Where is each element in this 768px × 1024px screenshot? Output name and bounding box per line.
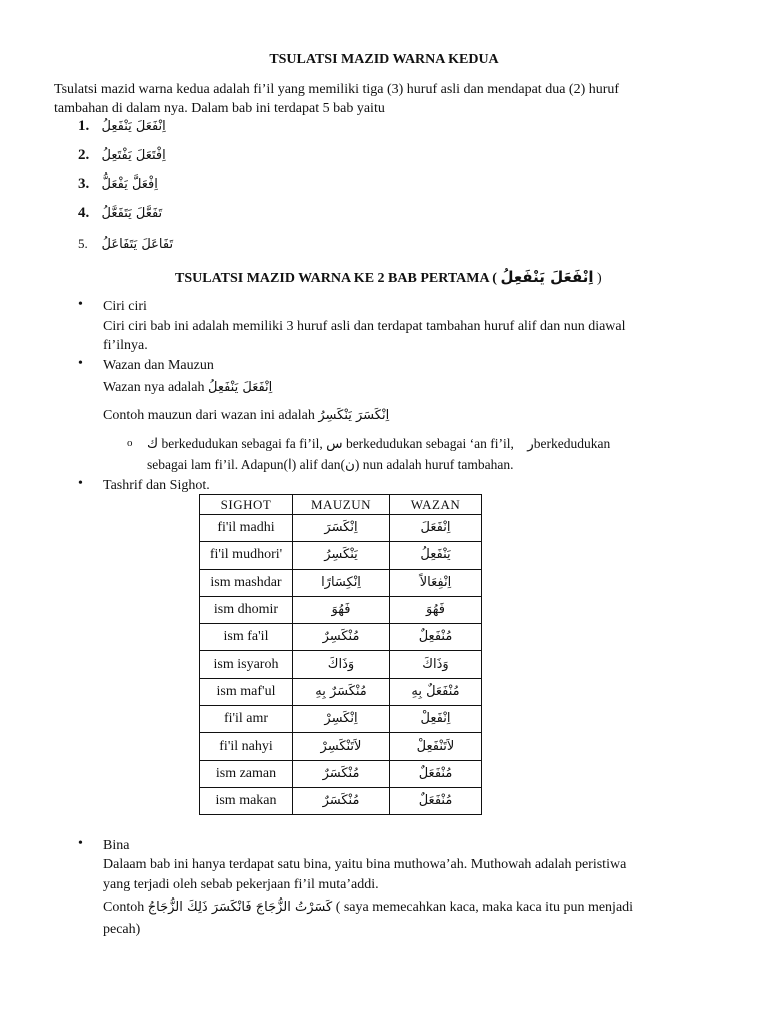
cell-sighot: ism dhomir xyxy=(200,596,293,623)
cell-mauzun xyxy=(293,624,390,651)
wazan-label: Wazan nya adalah xyxy=(103,380,205,395)
bina-contoh-meaning: ( saya memecahkan kaca, maka kaca itu pun menjadi xyxy=(335,900,634,915)
header-wazan: WAZAN xyxy=(390,495,482,515)
huruf-note-t3: berkedudukan xyxy=(533,436,611,451)
cell-mauzun xyxy=(293,760,390,787)
huruf-note-t4: sebagai lam fi’il. Adapun( xyxy=(147,457,288,472)
cell-mauzun-text: مُنْكَسِرٌ xyxy=(322,629,360,645)
huruf-note-t2: berkedudukan sebagai ‘an fi’il, xyxy=(345,436,514,451)
section-heading-arabic: اِنْفَعَلَ يَنْفَعِلُ xyxy=(500,268,594,286)
table-row xyxy=(200,515,482,542)
bullet-bina: • xyxy=(78,836,83,851)
cell-wazan xyxy=(390,733,482,760)
cell-mauzun xyxy=(293,733,390,760)
bina-line-2: yang terjadi oleh sebab pekerjaan fi’il muta’addi. xyxy=(103,877,379,892)
cell-sighot: ism mashdar xyxy=(200,569,293,596)
cell-wazan-text: اِنْفَعِلْ xyxy=(420,711,451,727)
cell-wazan xyxy=(390,542,482,569)
cell-sighot: ism zaman xyxy=(200,760,293,787)
table-header-row xyxy=(200,495,482,515)
huruf-note-t5: ) alif dan( xyxy=(291,457,345,472)
section-heading-text: TSULATSI MAZID WARNA KE 2 BAB PERTAMA ( xyxy=(175,271,497,286)
table-row xyxy=(200,542,482,569)
cell-wazan xyxy=(390,706,482,733)
bullet-ciri: • xyxy=(78,297,83,312)
cell-mauzun xyxy=(293,596,390,623)
table-row xyxy=(200,624,482,651)
bina-contoh-label: Contoh xyxy=(103,900,145,915)
bina-contoh-arabic: كَسَرْتُ الزُّجَاجَ فَانْكَسَرَ ذَلِكَ الزُّجَاجُ xyxy=(147,900,333,915)
cell-sighot: ism maf'ul xyxy=(200,678,293,705)
cell-mauzun-text: مُنْكَسَرٌ بِهِ xyxy=(315,683,367,699)
intro-line-2: tambahan di dalam nya. Dalam bab ini terdapat 5 bab yaitu xyxy=(54,101,385,116)
cell-mauzun xyxy=(293,515,390,542)
cell-sighot: ism fa'il xyxy=(200,624,293,651)
huruf-note-line-2 xyxy=(147,455,513,475)
section-heading-close: ) xyxy=(597,271,602,286)
table-row xyxy=(200,706,482,733)
bab-arabic: اِفْتَعَلَ يَفْتَعِلُ xyxy=(101,148,166,163)
table-row xyxy=(200,678,482,705)
cell-wazan xyxy=(390,569,482,596)
section-heading xyxy=(175,268,602,287)
bab-number: 2. xyxy=(78,147,90,163)
cell-sighot: fi'il amr xyxy=(200,706,293,733)
tashrif-table xyxy=(199,494,482,815)
cell-sighot: ism isyaroh xyxy=(200,651,293,678)
header-sighot: SIGHOT xyxy=(200,495,293,515)
bab-arabic: تَفَاعَلَ يَتَفَاعَلُ xyxy=(101,237,174,252)
cell-wazan-text: لاَتَنْفَعِلْ xyxy=(416,738,455,754)
cell-wazan-text: وَذَاكَ xyxy=(422,656,449,672)
cell-mauzun-text: اِنْكَسَرَ xyxy=(324,520,358,536)
huruf-sin: س xyxy=(326,436,343,452)
cell-wazan-text: اِنْفَعَلَ xyxy=(420,520,451,536)
intro-line-1: Tsulatsi mazid warna kedua adalah fi’il yang memiliki tiga (3) huruf asli dan mendapat dua (2) huruf xyxy=(54,82,620,97)
bina-line-1: Dalaam bab ini hanya terdapat satu bina, yaitu bina muthowa’ah. Muthowah adalah peristiwa xyxy=(103,857,627,872)
cell-mauzun xyxy=(293,651,390,678)
cell-wazan-text: اِنْفِعَالاً xyxy=(419,574,452,590)
huruf-note-line-1 xyxy=(147,434,610,454)
bina-contoh-line xyxy=(103,898,633,917)
cell-wazan xyxy=(390,515,482,542)
bina-line-last: pecah) xyxy=(103,922,141,937)
huruf-ra: ر xyxy=(527,436,534,452)
ciri-heading: Ciri ciri xyxy=(103,299,147,314)
bab-item-4 xyxy=(78,205,162,222)
bab-number: 5. xyxy=(78,236,88,251)
cell-wazan xyxy=(390,787,482,814)
cell-wazan xyxy=(390,651,482,678)
wazan-heading: Wazan dan Mauzun xyxy=(103,358,214,373)
cell-mauzun xyxy=(293,569,390,596)
bab-item-2 xyxy=(78,147,166,164)
table-row xyxy=(200,569,482,596)
bab-item-1 xyxy=(78,118,166,135)
table-row xyxy=(200,787,482,814)
bab-item-3 xyxy=(78,176,158,193)
cell-wazan-text: مُنْفَعَلٌ xyxy=(418,793,453,809)
huruf-kaf: ك xyxy=(147,436,159,452)
cell-sighot: fi'il nahyi xyxy=(200,733,293,760)
bab-arabic: اِنْفَعَلَ يَنْفَعِلُ xyxy=(101,119,166,134)
cell-wazan-text: فَهُوَ xyxy=(426,602,445,618)
bab-item-5 xyxy=(78,236,173,253)
cell-wazan xyxy=(390,596,482,623)
huruf-alif: ا xyxy=(287,457,292,473)
table-row xyxy=(200,733,482,760)
cell-mauzun-text: فَهُوَ xyxy=(331,602,351,618)
cell-mauzun xyxy=(293,787,390,814)
huruf-note-t1: berkedudukan sebagai fa fi’il, xyxy=(161,436,323,451)
bab-arabic: تَفَعَّلَ يَتَفَعَّلُ xyxy=(101,206,163,221)
page-title: TSULATSI MAZID WARNA KEDUA xyxy=(269,52,499,67)
cell-wazan xyxy=(390,760,482,787)
bina-heading: Bina xyxy=(103,838,130,853)
contoh-mauzun-label: Contoh mauzun dari wazan ini adalah xyxy=(103,408,315,423)
cell-mauzun xyxy=(293,706,390,733)
cell-mauzun-text: لاَتَنْكَسِرْ xyxy=(320,738,362,754)
header-mauzun: MAUZUN xyxy=(293,495,390,515)
tashrif-heading: Tashrif dan Sighot. xyxy=(103,478,210,493)
cell-mauzun xyxy=(293,542,390,569)
table-row xyxy=(200,596,482,623)
cell-wazan-text: مُنْفَعَلٌ xyxy=(418,765,453,781)
bab-number: 1. xyxy=(78,118,90,134)
ciri-line-1: Ciri ciri bab ini adalah memiliki 3 huruf asli dan terdapat tambahan huruf alif dan nun diawal xyxy=(103,319,626,334)
cell-sighot: fi'il madhi xyxy=(200,515,293,542)
bab-number: 4. xyxy=(78,205,90,221)
cell-mauzun-text: اِنْكَسِرْ xyxy=(324,711,358,727)
table-row xyxy=(200,760,482,787)
cell-mauzun-text: اِنْكِسَارًا xyxy=(321,574,361,590)
contoh-mauzun-arabic: اِنْكَسَرَ يَنْكَسِرُ xyxy=(318,408,390,423)
cell-wazan xyxy=(390,678,482,705)
cell-wazan-text: مُنْفَعَلٌ بِهِ xyxy=(411,683,460,699)
bullet-tashrif: • xyxy=(78,476,83,491)
wazan-line xyxy=(103,378,272,397)
cell-sighot: fi'il mudhori' xyxy=(200,542,293,569)
cell-wazan xyxy=(390,624,482,651)
huruf-nun: ن xyxy=(344,457,355,473)
bab-arabic: اِفْعَلَّ يَفْعَلُّ xyxy=(101,177,158,192)
ciri-line-2: fi’ilnya. xyxy=(103,338,148,353)
cell-sighot: ism makan xyxy=(200,787,293,814)
contoh-mauzun-line xyxy=(103,406,389,425)
cell-mauzun-text: مُنْكَسَرٌ xyxy=(322,765,360,781)
huruf-note-t6: ) nun adalah huruf tambahan. xyxy=(354,457,514,472)
cell-mauzun-text: يَنْكَسِرُ xyxy=(324,547,358,563)
cell-mauzun-text: وَذَاكَ xyxy=(327,656,355,672)
cell-mauzun xyxy=(293,678,390,705)
bab-number: 3. xyxy=(78,176,90,192)
cell-wazan-text: مُنْفَعِلٌ xyxy=(418,629,453,645)
wazan-arabic: اِنْفَعَلَ يَنْفَعِلُ xyxy=(207,380,273,395)
table-row xyxy=(200,651,482,678)
cell-wazan-text: يَنْفَعِلُ xyxy=(420,547,451,563)
cell-mauzun-text: مُنْكَسَرٌ xyxy=(322,793,360,809)
sub-bullet: o xyxy=(127,437,133,449)
bullet-wazan: • xyxy=(78,356,83,371)
